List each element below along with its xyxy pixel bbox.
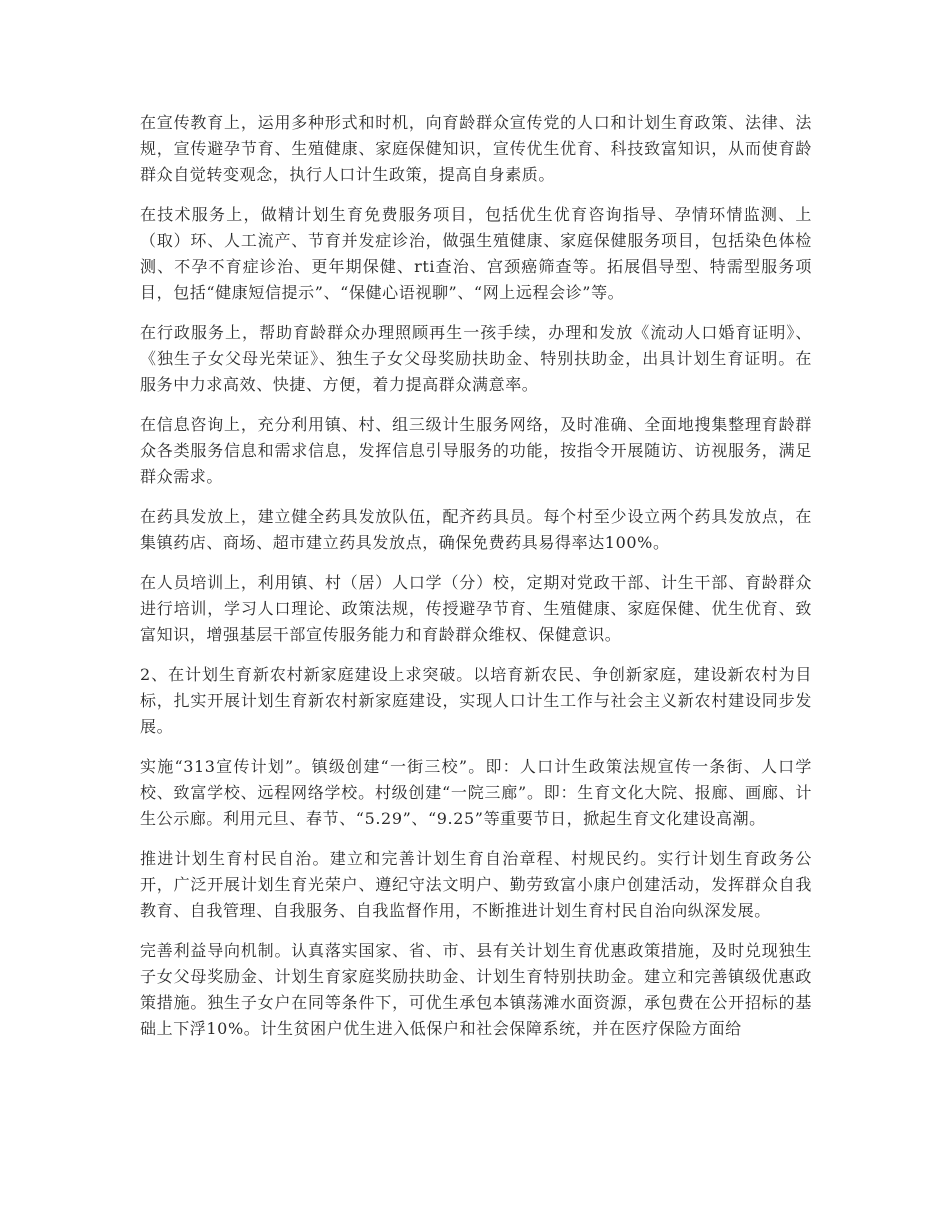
paragraph-publicity-education: 在宣传教育上，运用多种形式和时机，向育龄群众宣传党的人口和计划生育政策、法律、法规，宣传避孕节育、生殖健康、家庭保健知识，宣传优生优育、科技致富知识，从而使育龄群众自觉转变观念，执行人口计生政策，提高自身素质。	[140, 113, 812, 184]
paragraph-information-consulting: 在信息咨询上，充分利用镇、村、组三级计生服务网络，及时准确、全面地搜集整理育龄群众各类服务信息和需求信息，发挥信息引导服务的功能，按指令开展随访、访视服务，满足群众需求。	[140, 415, 812, 486]
paragraph-villager-autonomy: 推进计划生育村民自治。建立和完善计划生育自治章程、村规民约。实行计划生育政务公开，广泛开展计划生育光荣户、遵纪守法文明户、勤劳致富小康户创建活动，发挥群众自我教育、自我管理、自我服务、自我监督作用，不断推进计划生育村民自治向纵深发展。	[140, 849, 812, 920]
paragraph-personnel-training: 在人员培训上，利用镇、村（居）人口学（分）校，定期对党政干部、计生干部、育龄群众进行培训，学习人口理论、政策法规，传授避孕节育、生殖健康、家庭保健、优生优育、致富知识，增强基层干部宣传服务能力和育龄群众维权、保健意识。	[140, 573, 812, 644]
paragraph-technical-service: 在技术服务上，做精计划生育免费服务项目，包括优生优育咨询指导、孕情环情监测、上（取）环、人工流产、节育并发症诊治，做强生殖健康、家庭保健服务项目，包括染色体检测、不孕不育症诊治、更年期保健、rti查治、宫颈癌筛查等。拓展倡导型、特需型服务项目，包括“健康短信提示”、“保健心语视聊”、“网上远程会诊”等。	[140, 205, 812, 302]
paragraph-administrative-service: 在行政服务上，帮助育龄群众办理照顾再生一孩手续，办理和发放《流动人口婚育证明》、《独生子女父母光荣证》、独生子女父母奖励扶助金、特别扶助金，出具计划生育证明。在服务中力求高效、快捷、方便，着力提高群众满意率。	[140, 323, 812, 394]
paragraph-new-countryside-families: 2、在计划生育新农村新家庭建设上求突破。以培育新农民、争创新家庭，建设新农村为目标，扎实开展计划生育新农村新家庭建设，实现人口计生工作与社会主义新农村建设同步发展。	[140, 665, 812, 736]
paragraph-313-publicity-plan: 实施“313宣传计划”。镇级创建“一街三校”。即：人口计生政策法规宣传一条街、人口学校、致富学校、远程网络学校。村级创建“一院三廊”。即：生育文化大院、报廊、画廊、计生公示廊。利用元旦、春节、“5.29”、“9.25”等重要节日，掀起生育文化建设高潮。	[140, 757, 812, 828]
document-body	[140, 110, 812, 1056]
paragraph-contraceptive-distribution: 在药具发放上，建立健全药具发放队伍，配齐药具员。每个村至少设立两个药具发放点，在集镇药店、商场、超市建立药具发放点，确保免费药具易得率达100%。	[140, 507, 812, 552]
paragraph-incentive-mechanism: 完善利益导向机制。认真落实国家、省、市、县有关计划生育优惠政策措施，及时兑现独生子女父母奖励金、计划生育家庭奖励扶助金、计划生育特别扶助金。建立和完善镇级优惠政策措施。独生子女户在同等条件下，可优生承包本镇荡滩水面资源，承包费在公开招标的基础上下浮10%。计生贫困户优生进入低保户和社会保障系统，并在医疗保险方面给	[140, 941, 812, 1038]
